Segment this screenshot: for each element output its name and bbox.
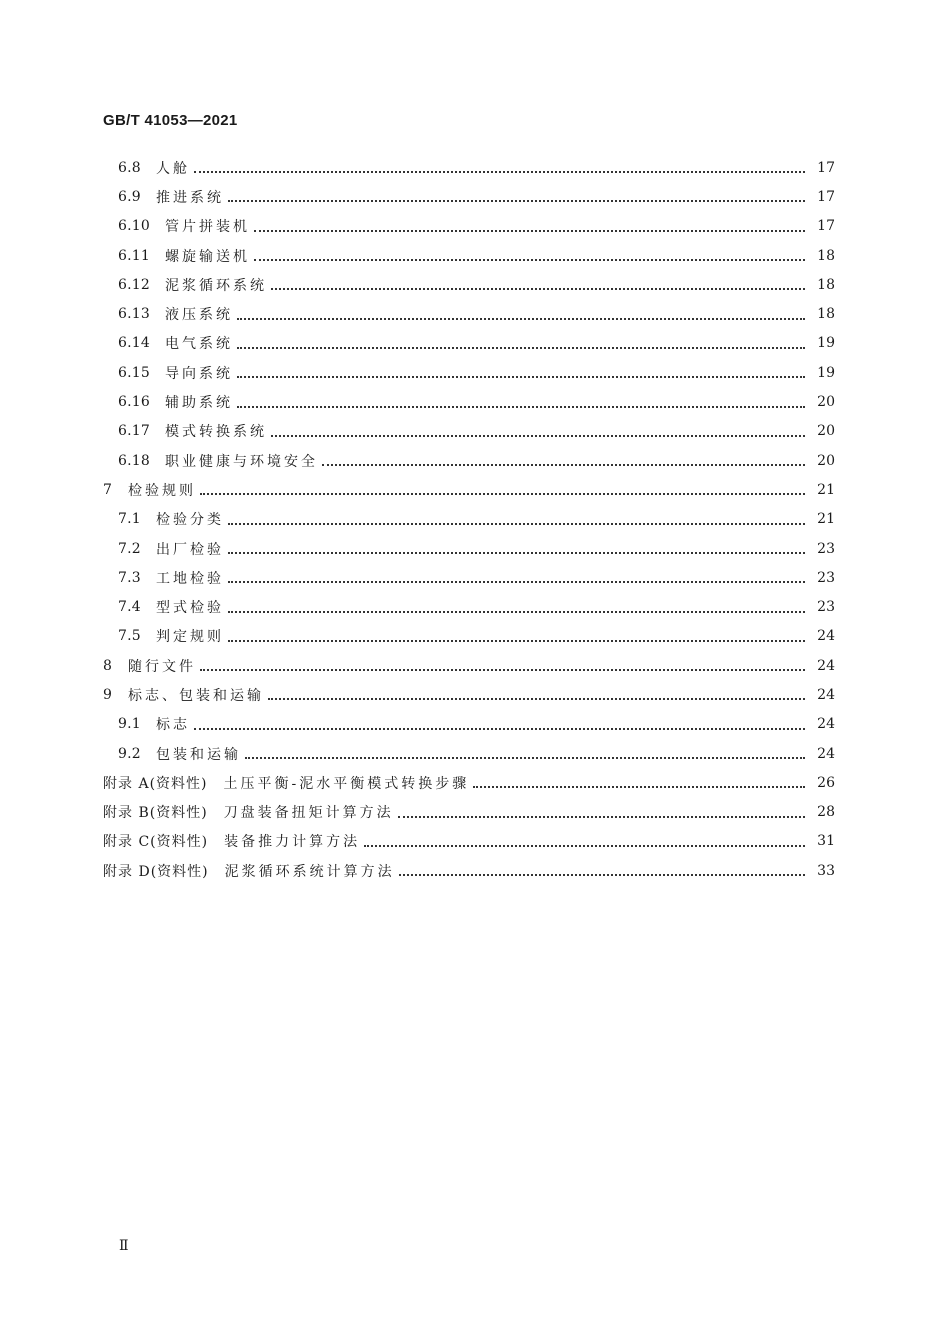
toc-page: 18: [817, 247, 835, 264]
toc-title: 随行文件: [128, 658, 196, 675]
toc-number: 6.17: [118, 423, 150, 440]
toc-entry-9-1[interactable]: [0, 710, 950, 739]
toc-title: 泥浆循环系统: [165, 277, 267, 294]
dot-leader: [268, 697, 805, 700]
toc-page: 23: [817, 540, 835, 557]
toc-annex-tag: (资料性): [150, 834, 209, 851]
toc-title: 泥浆循环系统计算方法: [224, 863, 395, 880]
toc-annex-tag: (资料性): [150, 863, 209, 880]
toc-number: 6.15: [118, 364, 150, 381]
toc-title: 检验分类: [156, 512, 224, 529]
toc-number: 附录 D: [103, 863, 151, 880]
toc-title: 螺旋输送机: [165, 248, 250, 265]
toc-title: 判定规则: [156, 629, 224, 646]
toc-title: 管片拼装机: [165, 219, 250, 236]
dot-leader: [271, 287, 805, 290]
toc-title: 推进系统: [156, 189, 224, 206]
toc-title: 模式转换系统: [165, 424, 267, 441]
toc-number: 6.11: [118, 247, 150, 264]
toc-number: 6.13: [118, 306, 150, 323]
toc-page: 21: [817, 481, 835, 498]
dot-leader: [399, 873, 805, 876]
toc-entry-6-13[interactable]: [0, 299, 950, 328]
toc-page: 18: [817, 306, 835, 323]
toc-entry-6-16[interactable]: [0, 387, 950, 416]
dot-leader: [254, 258, 805, 261]
dot-leader: [228, 199, 805, 202]
toc-page: 17: [817, 218, 835, 235]
toc-page: 20: [817, 452, 835, 469]
toc-title: 液压系统: [165, 307, 233, 324]
dot-leader: [245, 756, 805, 759]
page-number: Ⅱ: [119, 1238, 129, 1254]
toc-number: 6.18: [118, 452, 150, 469]
toc-page: 24: [817, 657, 835, 674]
dot-leader: [200, 668, 805, 671]
toc-entry-6-18[interactable]: [0, 446, 950, 475]
dot-leader: [473, 785, 805, 788]
toc-title: 包装和运输: [156, 746, 241, 763]
toc-title: 装备推力计算方法: [224, 834, 361, 851]
toc-title: 土压平衡-泥水平衡模式转换步骤: [223, 775, 470, 792]
dot-leader: [237, 346, 805, 349]
toc-page: 17: [817, 188, 835, 205]
dot-leader: [398, 815, 805, 818]
dot-leader: [271, 434, 805, 437]
toc-entry-7-4[interactable]: [0, 592, 950, 621]
toc-page: 26: [817, 774, 835, 791]
toc-number: 7.5: [118, 628, 141, 645]
dot-leader: [228, 551, 805, 554]
table-of-contents: [0, 153, 950, 885]
toc-entry-9[interactable]: [0, 680, 950, 709]
toc-entry-7-1[interactable]: [0, 505, 950, 534]
toc-page: 23: [817, 569, 835, 586]
toc-page: 20: [817, 423, 835, 440]
toc-number: 7.4: [118, 599, 141, 616]
toc-title: 刀盘装备扭矩计算方法: [223, 805, 394, 822]
toc-number: 7.3: [118, 569, 141, 586]
toc-number: 9.1: [118, 716, 141, 733]
toc-annex-tag: (资料性): [149, 805, 208, 822]
toc-title: 导向系统: [165, 365, 233, 382]
toc-title: 检验规则: [128, 482, 196, 499]
toc-entry-6-12[interactable]: [0, 270, 950, 299]
toc-entry-9-2[interactable]: [0, 739, 950, 768]
toc-number: 9: [103, 686, 113, 703]
toc-title: 出厂检验: [156, 541, 224, 558]
toc-title: 职业健康与环境安全: [165, 453, 318, 470]
toc-entry-7[interactable]: [0, 475, 950, 504]
toc-number: 6.8: [118, 159, 141, 176]
dot-leader: [322, 463, 805, 466]
toc-page: 33: [817, 862, 835, 879]
dot-leader: [228, 610, 805, 613]
toc-page: 18: [817, 276, 835, 293]
dot-leader: [364, 844, 805, 847]
dot-leader: [237, 375, 805, 378]
toc-title: 工地检验: [156, 570, 224, 587]
toc-number: 7.1: [118, 511, 141, 528]
toc-title: 标志、包装和运输: [128, 687, 264, 704]
toc-number: 6.12: [118, 276, 150, 293]
toc-entry-annex-d[interactable]: [0, 856, 950, 885]
toc-title: 型式检验: [156, 600, 224, 617]
toc-title: 电气系统: [165, 336, 233, 353]
dot-leader: [194, 727, 805, 730]
toc-entry-annex-c[interactable]: [0, 827, 950, 856]
toc-entry-annex-b[interactable]: [0, 798, 950, 827]
dot-leader: [237, 405, 805, 408]
toc-number: 附录 C: [103, 834, 151, 851]
toc-entry-annex-a[interactable]: [0, 768, 950, 797]
standard-code: GB/T 41053—2021: [103, 112, 238, 129]
toc-entry-8[interactable]: [0, 651, 950, 680]
toc-entry-7-2[interactable]: [0, 534, 950, 563]
dot-leader: [254, 229, 805, 232]
toc-page: 21: [817, 511, 835, 528]
toc-number: 7.2: [118, 540, 141, 557]
toc-entry-6-17[interactable]: [0, 417, 950, 446]
dot-leader: [228, 522, 805, 525]
toc-entry-7-5[interactable]: [0, 622, 950, 651]
dot-leader: [228, 639, 805, 642]
dot-leader: [194, 170, 805, 173]
toc-entry-6-14[interactable]: [0, 329, 950, 358]
toc-entry-6-15[interactable]: [0, 358, 950, 387]
toc-entry-7-3[interactable]: [0, 563, 950, 592]
toc-page: 20: [817, 394, 835, 411]
toc-page: 17: [817, 159, 835, 176]
toc-number: 9.2: [118, 745, 141, 762]
toc-number: 6.16: [118, 394, 150, 411]
toc-page: 24: [817, 716, 835, 733]
toc-title: 标志: [156, 717, 190, 734]
toc-page: 28: [817, 804, 835, 821]
toc-entry-6-8[interactable]: [0, 153, 950, 182]
toc-entry-6-11[interactable]: [0, 241, 950, 270]
toc-page: 31: [817, 833, 835, 850]
toc-page: 24: [817, 745, 835, 762]
toc-title: 人舱: [156, 160, 190, 177]
toc-entry-6-10[interactable]: [0, 212, 950, 241]
toc-page: 19: [817, 335, 835, 352]
dot-leader: [237, 317, 805, 320]
toc-title: 辅助系统: [165, 395, 233, 412]
toc-entry-6-9[interactable]: [0, 182, 950, 211]
toc-page: 19: [817, 364, 835, 381]
toc-number: 6.14: [118, 335, 150, 352]
toc-number: 8: [103, 657, 113, 674]
toc-page: 23: [817, 599, 835, 616]
dot-leader: [200, 492, 805, 495]
toc-number: 附录 B: [103, 805, 150, 822]
toc-number: 6.10: [118, 218, 150, 235]
toc-number: 附录 A: [103, 775, 150, 792]
dot-leader: [228, 580, 805, 583]
toc-page: 24: [817, 686, 835, 703]
toc-number: 7: [103, 481, 113, 498]
toc-page: 24: [817, 628, 835, 645]
toc-number: 6.9: [118, 188, 141, 205]
toc-annex-tag: (资料性): [149, 775, 208, 792]
